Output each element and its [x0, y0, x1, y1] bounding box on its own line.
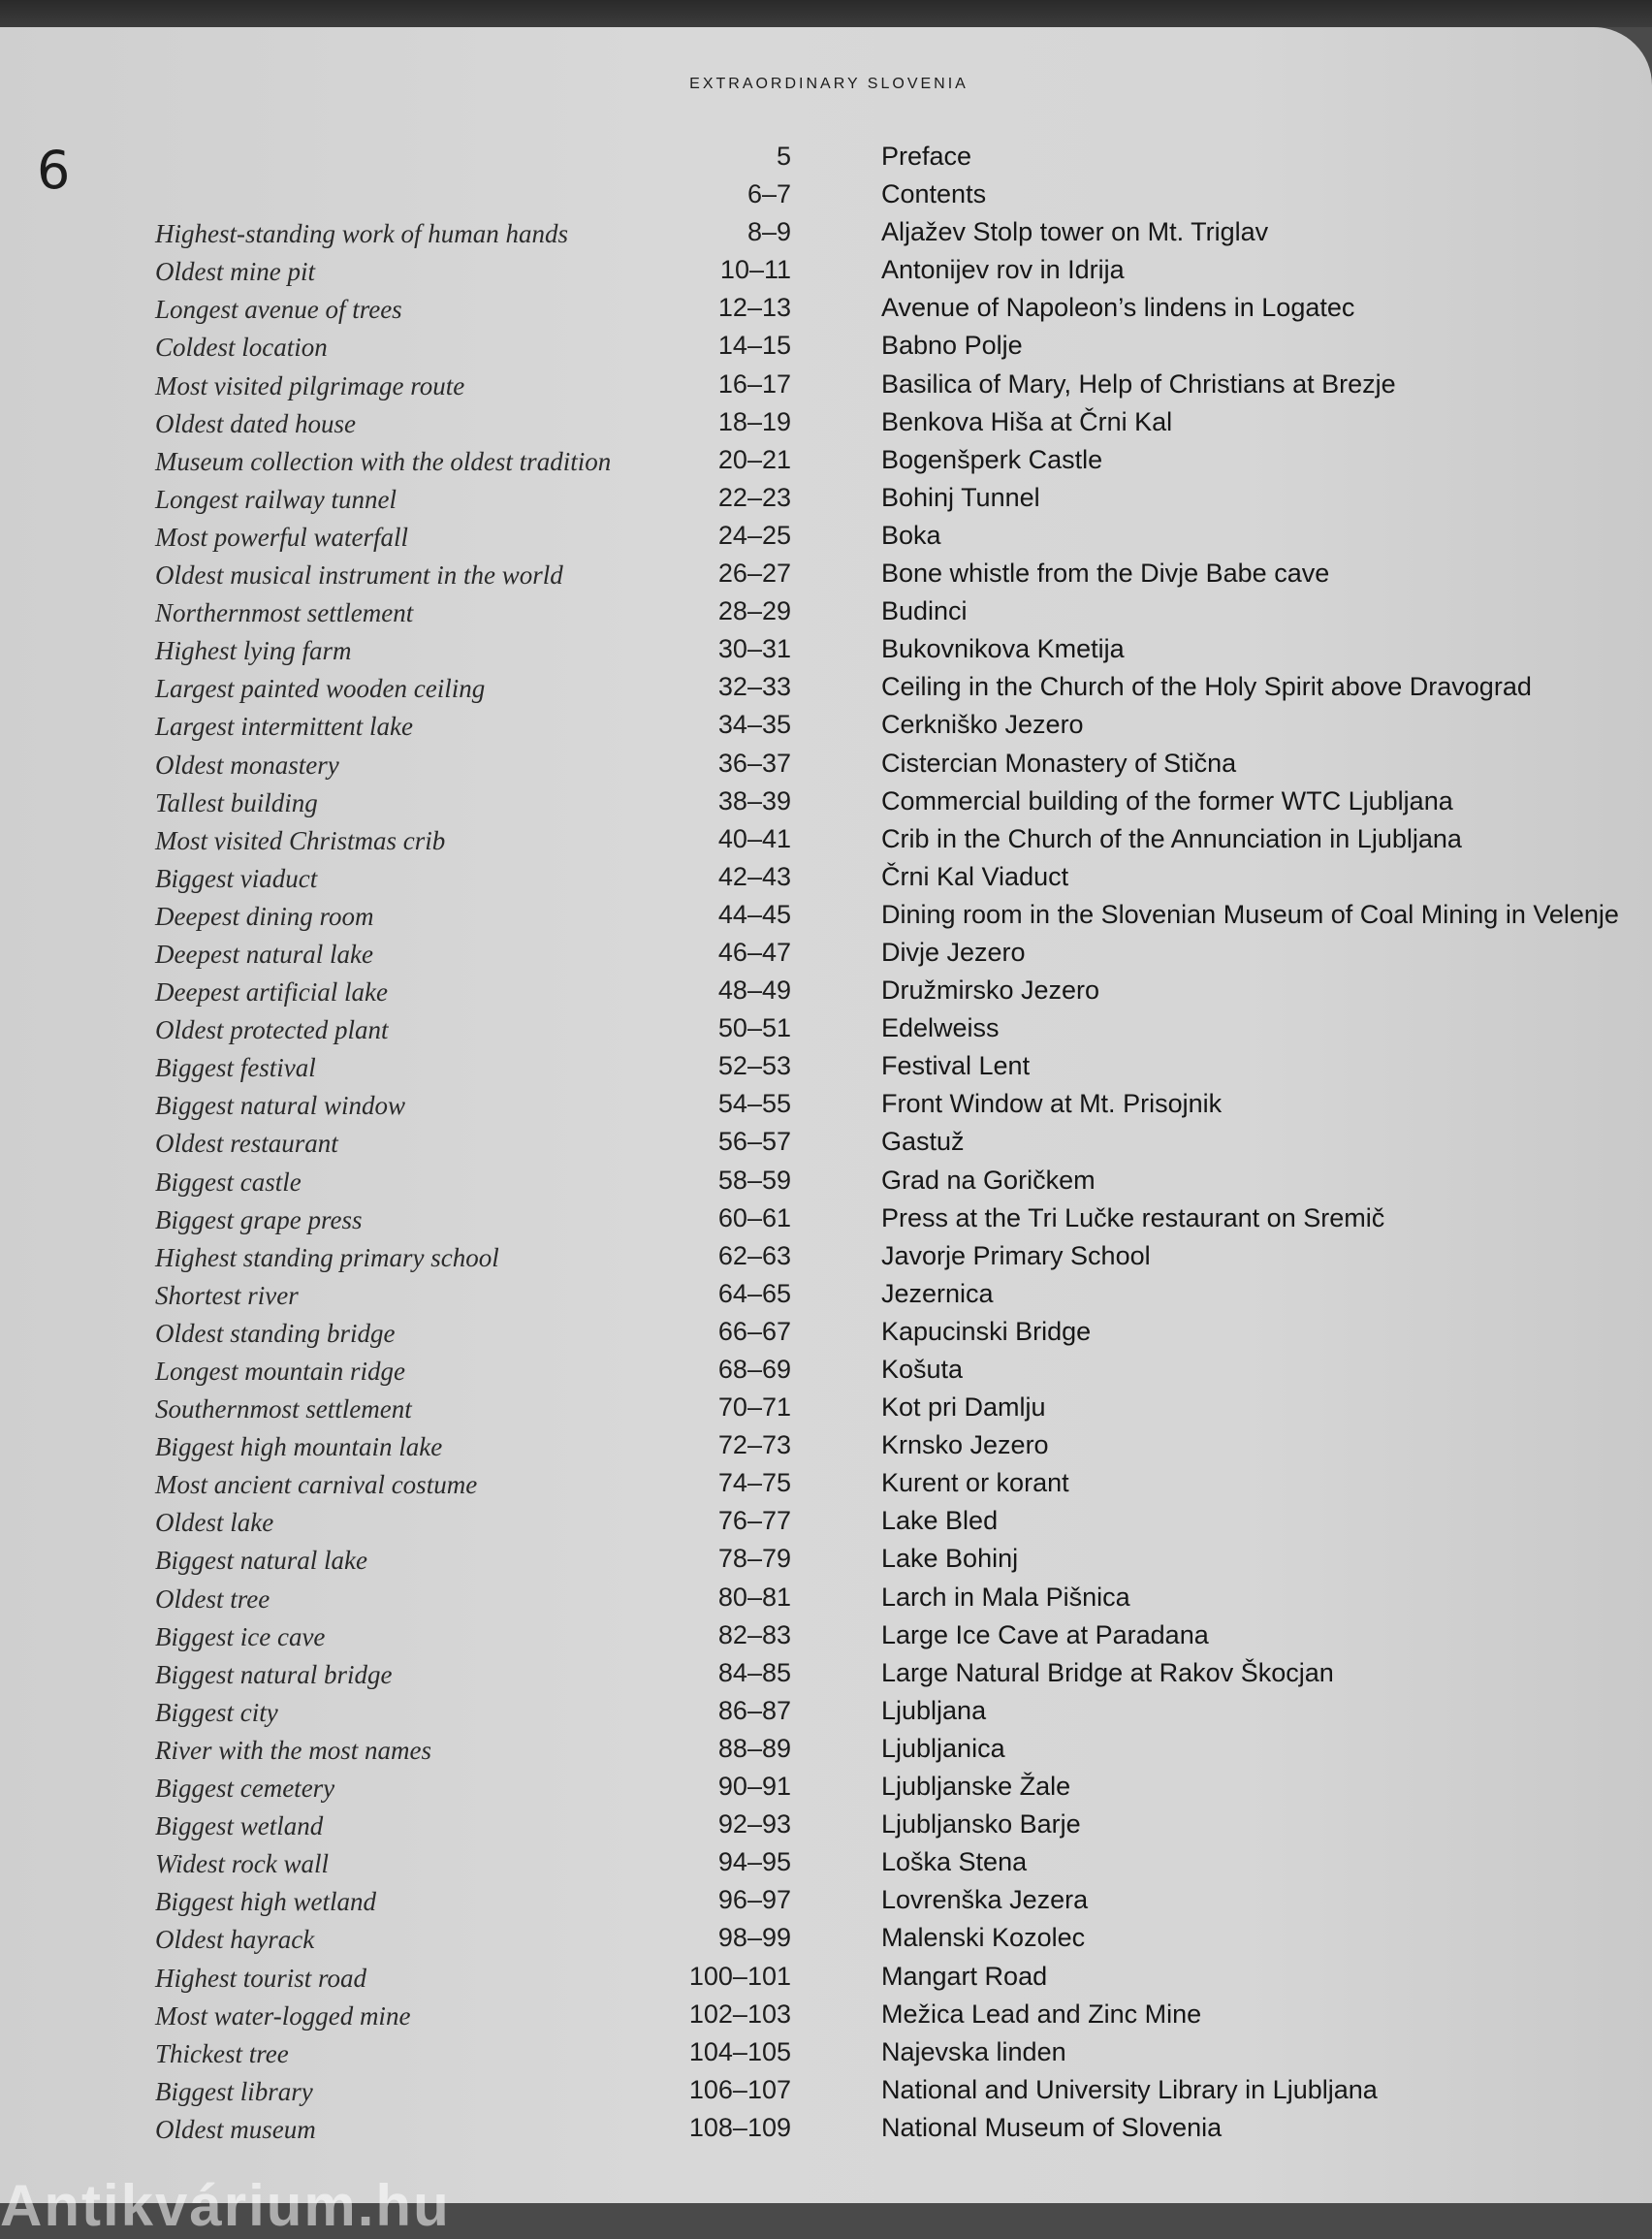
toc-entry [0, 251, 1652, 289]
toc-entry [0, 1313, 1652, 1351]
toc-entry [0, 1351, 1652, 1389]
toc-title: Javorje Primary School [881, 1240, 1151, 1270]
toc-title: Lake Bohinj [881, 1544, 1019, 1574]
book-edge [0, 0, 1652, 27]
toc-page-range: 86–87 [717, 1695, 791, 1725]
toc-page-range: 68–69 [717, 1355, 791, 1384]
toc-superlative: Coldest location [155, 333, 328, 363]
toc-title: Košuta [881, 1355, 964, 1384]
toc-superlative: Deepest artificial lake [155, 977, 388, 1008]
toc-page-range: 6–7 [747, 179, 791, 209]
toc-superlative: Highest-standing work of human hands [155, 219, 569, 249]
toc-page-range: 52–53 [717, 1051, 791, 1081]
toc-entry [0, 1654, 1652, 1692]
toc-entry [0, 1123, 1652, 1161]
toc-superlative: Biggest natural lake [155, 1546, 367, 1576]
toc-entry [0, 366, 1652, 403]
toc-entry [0, 820, 1652, 858]
toc-title: Gastuž [881, 1127, 965, 1157]
toc-superlative: Museum collection with the oldest tradition [155, 446, 612, 476]
toc-superlative: Oldest monastery [155, 750, 339, 780]
page-number: 6 [37, 140, 71, 201]
toc-page-range: 62–63 [717, 1240, 791, 1270]
toc-title: Commercial building of the former WTC Ljubljana [881, 785, 1453, 816]
toc-superlative: Biggest natural bridge [155, 1659, 393, 1689]
toc-entry [0, 972, 1652, 1009]
toc-page-range: 72–73 [717, 1430, 791, 1460]
toc-page-range: 42–43 [717, 861, 791, 891]
toc-page-range: 64–65 [717, 1278, 791, 1308]
toc-superlative: Oldest lake [155, 1508, 274, 1538]
toc-entry [0, 289, 1652, 327]
toc-superlative: Shortest river [155, 1280, 299, 1310]
toc-page-range: 8–9 [747, 217, 791, 247]
toc-entry [0, 517, 1652, 555]
toc-entry [0, 555, 1652, 592]
toc-entry [0, 1540, 1652, 1578]
toc-entry [0, 934, 1652, 972]
toc-superlative: Biggest ice cave [155, 1621, 326, 1651]
toc-page-range: 10–11 [719, 255, 791, 285]
toc-entry [0, 1237, 1652, 1275]
toc-superlative: Northernmost settlement [155, 598, 414, 628]
toc-page-range: 94–95 [717, 1847, 791, 1877]
toc-page-range: 32–33 [717, 672, 791, 702]
toc-title: Avenue of Napoleon’s lindens in Logatec [881, 293, 1355, 323]
toc-superlative: Widest rock wall [155, 1849, 329, 1879]
toc-title: Mežica Lead and Zinc Mine [881, 1999, 1202, 2029]
running-head: EXTRAORDINARY SLOVENIA [689, 76, 969, 92]
toc-page-range: 54–55 [717, 1089, 791, 1119]
toc-superlative: Oldest musical instrument in the world [155, 560, 563, 591]
toc-page-range: 44–45 [717, 899, 791, 929]
toc-title: Bukovnikova Kmetija [881, 634, 1125, 664]
toc-page-range: 98–99 [717, 1923, 791, 1953]
toc-title: Antonijev rov in Idrija [881, 255, 1125, 285]
toc-title: Jezernica [881, 1278, 994, 1308]
toc-page-range: 5 [776, 142, 791, 171]
toc-superlative: Deepest natural lake [155, 939, 373, 969]
toc-superlative: Biggest viaduct [155, 863, 318, 893]
toc-entry [0, 745, 1652, 783]
toc-title: Najevska linden [881, 2036, 1066, 2066]
toc-superlative: Biggest high wetland [155, 1887, 376, 1917]
toc-page-range: 104–105 [688, 2036, 791, 2066]
toc-superlative: Oldest protected plant [155, 1015, 389, 1045]
toc-superlative: Most water-logged mine [155, 2000, 411, 2031]
toc-superlative: Oldest dated house [155, 408, 356, 438]
toc-page-range: 20–21 [717, 444, 791, 474]
toc-page-range: 18–19 [717, 406, 791, 436]
toc-entry [0, 630, 1652, 668]
toc-title: National and University Library in Ljubljana [881, 2074, 1378, 2104]
toc-superlative: Most visited pilgrimage route [155, 370, 465, 400]
toc-page-range: 60–61 [717, 1202, 791, 1232]
toc-entry [0, 1009, 1652, 1047]
toc-page-range: 26–27 [717, 559, 791, 589]
toc-title: Aljažev Stolp tower on Mt. Triglav [881, 217, 1269, 247]
toc-entry [0, 176, 1652, 213]
toc-entry [0, 1502, 1652, 1540]
toc-entry [0, 706, 1652, 744]
toc-title: Large Natural Bridge at Rakov Škocjan [881, 1657, 1334, 1687]
toc-title: Bone whistle from the Divje Babe cave [881, 559, 1330, 589]
toc-title: Front Window at Mt. Prisojnik [881, 1089, 1223, 1119]
toc-title: Ljubljanske Žale [881, 1772, 1071, 1802]
toc-entry [0, 1579, 1652, 1616]
toc-page-range: 106–107 [688, 2074, 791, 2104]
toc-page-range: 90–91 [717, 1772, 791, 1802]
toc-title: Budinci [881, 596, 968, 626]
toc-title: Loška Stena [881, 1847, 1028, 1877]
toc-entry [0, 2033, 1652, 2071]
toc-entry [0, 213, 1652, 251]
toc-title: Krnsko Jezero [881, 1430, 1049, 1460]
toc-superlative: Biggest natural window [155, 1091, 406, 1121]
toc-title: Lake Bled [881, 1506, 999, 1536]
toc-page-range: 16–17 [717, 368, 791, 399]
toc-title: Babno Polje [881, 331, 1023, 361]
book-page [0, 27, 1652, 2203]
toc-title: Družmirsko Jezero [881, 976, 1100, 1006]
toc-superlative: River with the most names [155, 1735, 431, 1765]
toc-page-range: 100–101 [688, 1961, 791, 1991]
toc-title: Ljubljansko Barje [881, 1809, 1081, 1839]
toc-page-range: 102–103 [688, 1999, 791, 2029]
toc-title: Ljubljanica [881, 1733, 1005, 1763]
toc-entry [0, 138, 1652, 176]
toc-page-range: 56–57 [717, 1127, 791, 1157]
toc-title: Edelweiss [881, 1013, 1000, 1043]
toc-entry [0, 1730, 1652, 1768]
toc-entry [0, 858, 1652, 896]
toc-superlative: Biggest wetland [155, 1811, 324, 1841]
toc-superlative: Biggest high mountain lake [155, 1432, 443, 1462]
toc-superlative: Oldest hayrack [155, 1925, 315, 1955]
toc-title: Kurent or korant [881, 1468, 1069, 1498]
watermark: Antikvárium.hu [0, 2173, 451, 2238]
toc-title: Dining room in the Slovenian Museum of Coal Mining in Velenje [881, 899, 1619, 929]
toc-title: Large Ice Cave at Paradana [881, 1619, 1209, 1649]
toc-entry [0, 1958, 1652, 1996]
toc-title: Festival Lent [881, 1051, 1031, 1081]
toc-page-range: 46–47 [717, 937, 791, 967]
toc-entry [0, 403, 1652, 441]
toc-superlative: Highest tourist road [155, 1963, 367, 1993]
toc-page-range: 38–39 [717, 785, 791, 816]
toc-title: Benkova Hiša at Črni Kal [881, 406, 1173, 436]
toc-title: Basilica of Mary, Help of Christians at Brezje [881, 368, 1396, 399]
toc-page-range: 36–37 [717, 748, 791, 778]
toc-entry [0, 1768, 1652, 1806]
toc-superlative: Oldest tree [155, 1583, 270, 1614]
toc-superlative: Southernmost settlement [155, 1394, 412, 1424]
toc-title: Press at the Tri Lučke restaurant on Sremič [881, 1202, 1385, 1232]
toc-superlative: Biggest festival [155, 1053, 316, 1083]
toc-entry [0, 479, 1652, 517]
toc-entry [0, 2071, 1652, 2109]
toc-title: Bohinj Tunnel [881, 482, 1040, 512]
toc-title: Grad na Goričkem [881, 1165, 1096, 1195]
toc-entry [0, 1919, 1652, 1957]
toc-page-range: 14–15 [717, 331, 791, 361]
toc-page-range: 58–59 [717, 1165, 791, 1195]
toc-entry [0, 783, 1652, 820]
toc-title: Lovrenška Jezera [881, 1885, 1089, 1915]
toc-entry [0, 441, 1652, 479]
toc-page-range: 78–79 [717, 1544, 791, 1574]
toc-page-range: 92–93 [717, 1809, 791, 1839]
toc-title: Cistercian Monastery of Stična [881, 748, 1237, 778]
toc-page-range: 24–25 [717, 520, 791, 550]
toc-title: Ljubljana [881, 1695, 987, 1725]
toc-title: Bogenšperk Castle [881, 444, 1103, 474]
toc-superlative: Tallest building [155, 787, 318, 817]
toc-superlative: Largest intermittent lake [155, 712, 413, 742]
toc-title: Preface [881, 142, 972, 171]
toc-page-range: 70–71 [717, 1392, 791, 1423]
toc-superlative: Highest standing primary school [155, 1242, 499, 1272]
toc-title: Boka [881, 520, 941, 550]
toc-entry [0, 1806, 1652, 1843]
toc-superlative: Highest lying farm [155, 636, 352, 666]
toc-entry [0, 1085, 1652, 1123]
toc-entry [0, 1389, 1652, 1426]
toc-entry [0, 1275, 1652, 1313]
toc-page-range: 82–83 [717, 1619, 791, 1649]
toc-entry [0, 1426, 1652, 1464]
toc-entry [0, 668, 1652, 706]
table-of-contents [0, 138, 1652, 2147]
toc-title: Malenski Kozolec [881, 1923, 1086, 1953]
toc-title: Kapucinski Bridge [881, 1316, 1092, 1346]
toc-superlative: Biggest cemetery [155, 1774, 335, 1804]
toc-page-range: 30–31 [717, 634, 791, 664]
toc-page-range: 12–13 [717, 293, 791, 323]
toc-title: Cerkniško Jezero [881, 710, 1084, 740]
toc-title: Črni Kal Viaduct [881, 861, 1069, 891]
toc-page-range: 88–89 [717, 1733, 791, 1763]
toc-entry [0, 1047, 1652, 1085]
toc-page-range: 96–97 [717, 1885, 791, 1915]
toc-entry [0, 1692, 1652, 1730]
toc-page-range: 74–75 [717, 1468, 791, 1498]
toc-entry [0, 2109, 1652, 2147]
toc-title: Larch in Mala Pišnica [881, 1582, 1130, 1612]
toc-entry [0, 896, 1652, 934]
toc-page-range: 80–81 [717, 1582, 791, 1612]
toc-title: National Museum of Slovenia [881, 2112, 1223, 2142]
toc-title: Crib in the Church of the Annunciation in Ljubljana [881, 823, 1462, 853]
toc-entry [0, 1843, 1652, 1881]
toc-entry [0, 1199, 1652, 1237]
toc-title: Ceiling in the Church of the Holy Spirit above Dravograd [881, 672, 1532, 702]
toc-entry [0, 1162, 1652, 1199]
toc-superlative: Biggest castle [155, 1167, 302, 1197]
toc-page-range: 40–41 [717, 823, 791, 853]
toc-page-range: 48–49 [717, 976, 791, 1006]
toc-page-range: 50–51 [717, 1013, 791, 1043]
toc-page-range: 66–67 [717, 1316, 791, 1346]
toc-entry [0, 592, 1652, 630]
toc-superlative: Biggest city [155, 1697, 278, 1727]
toc-superlative: Longest avenue of trees [155, 295, 402, 325]
toc-page-range: 108–109 [688, 2112, 791, 2142]
toc-superlative: Most powerful waterfall [155, 522, 409, 552]
toc-page-range: 84–85 [717, 1657, 791, 1687]
toc-superlative: Longest railway tunnel [155, 484, 397, 514]
toc-superlative: Most visited Christmas crib [155, 825, 446, 855]
toc-title: Contents [881, 179, 987, 209]
toc-entry [0, 1464, 1652, 1502]
toc-page-range: 28–29 [717, 596, 791, 626]
toc-entry [0, 1996, 1652, 2033]
toc-page-range: 76–77 [717, 1506, 791, 1536]
toc-superlative: Biggest library [155, 2076, 313, 2106]
toc-superlative: Deepest dining room [155, 901, 374, 931]
toc-superlative: Longest mountain ridge [155, 1357, 406, 1386]
toc-title: Divje Jezero [881, 937, 1026, 967]
toc-superlative: Largest painted wooden ceiling [155, 674, 486, 704]
toc-superlative: Oldest restaurant [155, 1129, 338, 1159]
toc-superlative: Oldest mine pit [155, 257, 315, 287]
toc-superlative: Most ancient carnival costume [155, 1470, 478, 1500]
toc-entry [0, 1881, 1652, 1919]
toc-entry [0, 327, 1652, 365]
toc-superlative: Oldest standing bridge [155, 1318, 396, 1348]
toc-entry [0, 1616, 1652, 1654]
toc-page-range: 34–35 [717, 710, 791, 740]
toc-superlative: Oldest museum [155, 2114, 316, 2144]
toc-superlative: Thickest tree [155, 2038, 289, 2068]
toc-page-range: 22–23 [717, 482, 791, 512]
toc-title: Mangart Road [881, 1961, 1048, 1991]
toc-title: Kot pri Damlju [881, 1392, 1046, 1423]
toc-superlative: Biggest grape press [155, 1204, 363, 1234]
